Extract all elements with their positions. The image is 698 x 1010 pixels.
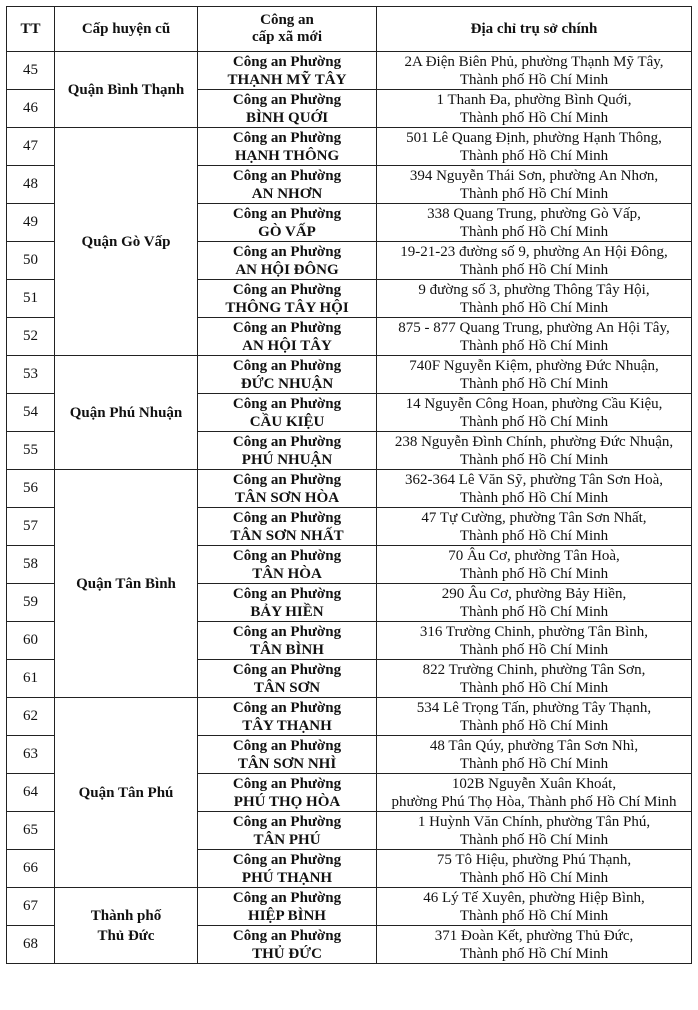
police-unit-ward-name: THỦ ĐỨC <box>252 945 322 962</box>
police-unit-prefix: Công an Phường <box>232 585 342 602</box>
police-unit-cell <box>198 52 377 90</box>
row-number: 58 <box>7 546 55 584</box>
police-unit-ward-name: GÒ VẤP <box>258 223 316 240</box>
police-unit-cell <box>198 128 377 166</box>
police-unit-ward-name: BÌNH QUỚI <box>245 109 329 126</box>
table-row <box>7 128 692 166</box>
address-line-2: Thành phố Hồ Chí Minh <box>459 451 609 468</box>
police-unit-cell <box>198 166 377 204</box>
district-cell: Quận Bình Thạnh <box>55 52 198 128</box>
police-unit-prefix: Công an Phường <box>232 889 342 906</box>
police-unit-ward-name: HẠNH THÔNG <box>234 147 340 164</box>
police-unit-prefix: Công an Phường <box>232 243 342 260</box>
police-unit-prefix: Công an Phường <box>232 851 342 868</box>
address-line-2: Thành phố Hồ Chí Minh <box>459 755 609 772</box>
police-unit-cell <box>198 660 377 698</box>
address-cell <box>377 774 692 812</box>
district-cell: Quận Tân Bình <box>55 470 198 698</box>
police-unit-ward-name: BẢY HIỀN <box>250 603 324 620</box>
header-police <box>198 7 377 52</box>
police-unit-prefix: Công an Phường <box>232 813 342 830</box>
table-row <box>7 888 692 926</box>
police-unit-ward-name: PHÚ THẠNH <box>241 869 333 886</box>
police-unit-ward-name: TÂN BÌNH <box>250 641 324 658</box>
address-line-1: 75 Tô Hiệu, phường Phú Thạnh, <box>436 851 632 868</box>
police-unit-prefix: Công an Phường <box>232 91 342 108</box>
row-number: 63 <box>7 736 55 774</box>
police-unit-ward-name: PHÚ THỌ HÒA <box>233 793 341 810</box>
address-line-2: Thành phố Hồ Chí Minh <box>459 565 609 582</box>
address-line-1: 1 Huỳnh Văn Chính, phường Tân Phú, <box>417 813 651 830</box>
police-unit-prefix: Công an Phường <box>232 547 342 564</box>
police-unit-prefix: Công an Phường <box>232 53 342 70</box>
police-unit-ward-name: TÂN SƠN <box>253 679 321 696</box>
row-number: 45 <box>7 52 55 90</box>
table-header-row <box>7 7 692 52</box>
address-cell <box>377 660 692 698</box>
police-unit-cell <box>198 508 377 546</box>
police-unit-prefix: Công an Phường <box>232 699 342 716</box>
police-address-table <box>6 6 692 964</box>
address-line-2: Thành phố Hồ Chí Minh <box>459 71 609 88</box>
police-unit-cell <box>198 546 377 584</box>
address-line-2: Thành phố Hồ Chí Minh <box>459 375 609 392</box>
row-number: 65 <box>7 812 55 850</box>
address-line-1: 316 Trường Chinh, phường Tân Bình, <box>419 623 649 640</box>
address-cell <box>377 470 692 508</box>
address-cell <box>377 546 692 584</box>
address-line-1: 501 Lê Quang Định, phường Hạnh Thông, <box>406 129 662 146</box>
address-cell <box>377 926 692 964</box>
row-number: 51 <box>7 280 55 318</box>
row-number: 52 <box>7 318 55 356</box>
table-row <box>7 356 692 394</box>
row-number: 66 <box>7 850 55 888</box>
police-unit-cell <box>198 888 377 926</box>
police-unit-ward-name: TÂN PHÚ <box>253 831 321 848</box>
address-line-2: Thành phố Hồ Chí Minh <box>459 831 609 848</box>
address-line-2: Thành phố Hồ Chí Minh <box>459 109 609 126</box>
row-number: 53 <box>7 356 55 394</box>
address-cell <box>377 242 692 280</box>
address-line-2: Thành phố Hồ Chí Minh <box>459 527 609 544</box>
address-cell <box>377 698 692 736</box>
police-unit-cell <box>198 584 377 622</box>
address-line-1: 9 đường số 3, phường Thông Tây Hội, <box>418 281 650 298</box>
row-number: 64 <box>7 774 55 812</box>
table-body <box>7 52 692 964</box>
police-unit-cell <box>198 356 377 394</box>
address-line-1: 2A Điện Biên Phủ, phường Thạnh Mỹ Tây, <box>404 53 664 70</box>
police-unit-cell <box>198 850 377 888</box>
table-row <box>7 698 692 736</box>
row-number: 47 <box>7 128 55 166</box>
police-unit-cell <box>198 736 377 774</box>
police-unit-prefix: Công an Phường <box>232 281 342 298</box>
police-unit-cell <box>198 432 377 470</box>
header-address: Địa chỉ trụ sở chính <box>377 7 692 52</box>
address-cell <box>377 394 692 432</box>
police-unit-cell <box>198 812 377 850</box>
address-line-1: 46 Lý Tế Xuyên, phường Hiệp Bình, <box>423 889 645 906</box>
police-unit-ward-name: TÂN SƠN HÒA <box>234 489 340 506</box>
address-line-2: Thành phố Hồ Chí Minh <box>459 337 609 354</box>
police-unit-prefix: Công an Phường <box>232 167 342 184</box>
row-number: 46 <box>7 90 55 128</box>
address-cell <box>377 166 692 204</box>
address-cell <box>377 356 692 394</box>
address-cell <box>377 508 692 546</box>
police-unit-ward-name: TÂN SƠN NHÌ <box>237 755 337 772</box>
address-cell <box>377 622 692 660</box>
police-unit-ward-name: ĐỨC NHUẬN <box>240 375 334 392</box>
header-district: Cấp huyện cũ <box>55 7 198 52</box>
address-line-2: Thành phố Hồ Chí Minh <box>459 299 609 316</box>
header-tt: TT <box>7 7 55 52</box>
police-unit-cell <box>198 280 377 318</box>
police-unit-ward-name: TÂN HÒA <box>252 565 322 582</box>
police-unit-cell <box>198 318 377 356</box>
address-cell <box>377 584 692 622</box>
row-number: 55 <box>7 432 55 470</box>
row-number: 49 <box>7 204 55 242</box>
district-cell: Quận Gò Vấp <box>55 128 198 356</box>
address-cell <box>377 318 692 356</box>
address-line-1: 1 Thanh Đa, phường Bình Quới, <box>436 91 632 108</box>
police-unit-prefix: Công an Phường <box>232 433 342 450</box>
address-line-2: Thành phố Hồ Chí Minh <box>459 869 609 886</box>
address-line-1: 822 Trường Chinh, phường Tân Sơn, <box>422 661 646 678</box>
address-line-1: 19-21-23 đường số 9, phường An Hội Đông, <box>400 243 668 260</box>
district-cell: Quận Tân Phú <box>55 698 198 888</box>
police-unit-ward-name: AN HỘI ĐÔNG <box>235 261 339 278</box>
table-row <box>7 470 692 508</box>
police-unit-ward-name: CẦU KIỆU <box>249 413 325 430</box>
police-unit-prefix: Công an Phường <box>232 623 342 640</box>
row-number: 60 <box>7 622 55 660</box>
address-cell <box>377 736 692 774</box>
police-unit-ward-name: PHÚ NHUẬN <box>241 451 333 468</box>
address-line-1: 70 Âu Cơ, phường Tân Hoà, <box>448 547 620 564</box>
police-unit-prefix: Công an Phường <box>232 927 342 944</box>
address-line-2: Thành phố Hồ Chí Minh <box>459 717 609 734</box>
district-cell: Thành phố Thủ Đức <box>55 888 198 964</box>
address-line-2: Thành phố Hồ Chí Minh <box>459 489 609 506</box>
address-line-2: Thành phố Hồ Chí Minh <box>459 413 609 430</box>
address-line-1: 238 Nguyễn Đình Chính, phường Đức Nhuận, <box>394 433 674 450</box>
police-unit-prefix: Công an Phường <box>232 775 342 792</box>
address-line-1: 14 Nguyễn Công Hoan, phường Cầu Kiệu, <box>405 395 663 412</box>
address-cell <box>377 850 692 888</box>
police-unit-cell <box>198 470 377 508</box>
address-cell <box>377 128 692 166</box>
address-line-1: 394 Nguyễn Thái Sơn, phường An Nhơn, <box>409 167 659 184</box>
police-unit-prefix: Công an Phường <box>232 509 342 526</box>
address-line-1: 362-364 Lê Văn Sỹ, phường Tân Sơn Hoà, <box>404 471 663 488</box>
police-address-table-wrapper <box>6 6 692 964</box>
police-unit-ward-name: AN HỘI TÂY <box>242 337 332 354</box>
table-row <box>7 52 692 90</box>
police-unit-ward-name: HIỆP BÌNH <box>248 907 326 924</box>
police-unit-ward-name: AN NHƠN <box>251 185 323 202</box>
police-unit-ward-name: TÂY THẠNH <box>242 717 332 734</box>
row-number: 57 <box>7 508 55 546</box>
police-unit-cell <box>198 698 377 736</box>
address-line-1: 48 Tân Qúy, phường Tân Sơn Nhì, <box>429 737 639 754</box>
row-number: 61 <box>7 660 55 698</box>
address-line-2: Thành phố Hồ Chí Minh <box>459 945 609 962</box>
police-unit-ward-name: THÔNG TÂY HỘI <box>225 299 349 316</box>
address-cell <box>377 52 692 90</box>
police-unit-prefix: Công an Phường <box>232 661 342 678</box>
address-cell <box>377 280 692 318</box>
police-unit-ward-name: TÂN SƠN NHẤT <box>230 527 344 544</box>
police-unit-cell <box>198 622 377 660</box>
police-unit-prefix: Công an Phường <box>232 737 342 754</box>
address-line-2: Thành phố Hồ Chí Minh <box>459 261 609 278</box>
police-unit-prefix: Công an Phường <box>232 395 342 412</box>
police-unit-prefix: Công an Phường <box>232 205 342 222</box>
header-police-line1: Công an <box>260 12 314 28</box>
police-unit-prefix: Công an Phường <box>232 471 342 488</box>
row-number: 59 <box>7 584 55 622</box>
row-number: 56 <box>7 470 55 508</box>
police-unit-prefix: Công an Phường <box>232 357 342 374</box>
police-unit-prefix: Công an Phường <box>232 129 342 146</box>
header-police-line2: cấp xã mới <box>252 29 322 45</box>
address-line-2: Thành phố Hồ Chí Minh <box>459 147 609 164</box>
row-number: 62 <box>7 698 55 736</box>
address-line-2: Thành phố Hồ Chí Minh <box>459 641 609 658</box>
police-unit-ward-name: THẠNH MỸ TÂY <box>227 71 347 88</box>
address-line-2: Thành phố Hồ Chí Minh <box>459 603 609 620</box>
row-number: 54 <box>7 394 55 432</box>
police-unit-cell <box>198 90 377 128</box>
address-cell <box>377 812 692 850</box>
district-cell: Quận Phú Nhuận <box>55 356 198 470</box>
police-unit-cell <box>198 926 377 964</box>
police-unit-cell <box>198 394 377 432</box>
address-line-1: 875 - 877 Quang Trung, phường An Hội Tây, <box>398 319 670 336</box>
address-line-2: Thành phố Hồ Chí Minh <box>459 907 609 924</box>
address-cell <box>377 90 692 128</box>
address-line-1: 534 Lê Trọng Tấn, phường Tây Thạnh, <box>416 699 652 716</box>
address-line-1: 102B Nguyễn Xuân Khoát, <box>451 775 617 792</box>
address-line-1: 47 Tự Cường, phường Tân Sơn Nhất, <box>421 509 647 526</box>
row-number: 67 <box>7 888 55 926</box>
address-line-2: Thành phố Hồ Chí Minh <box>459 223 609 240</box>
address-cell <box>377 204 692 242</box>
address-cell <box>377 432 692 470</box>
address-line-1: 290 Âu Cơ, phường Bảy Hiền, <box>441 585 627 602</box>
address-line-2: phường Phú Thọ Hòa, Thành phố Hồ Chí Minh <box>391 793 677 810</box>
address-line-2: Thành phố Hồ Chí Minh <box>459 185 609 202</box>
police-unit-cell <box>198 204 377 242</box>
police-unit-cell <box>198 242 377 280</box>
row-number: 50 <box>7 242 55 280</box>
address-line-1: 740F Nguyễn Kiệm, phường Đức Nhuận, <box>409 357 659 374</box>
address-line-2: Thành phố Hồ Chí Minh <box>459 679 609 696</box>
address-line-1: 338 Quang Trung, phường Gò Vấp, <box>427 205 641 222</box>
address-cell <box>377 888 692 926</box>
police-unit-prefix: Công an Phường <box>232 319 342 336</box>
row-number: 68 <box>7 926 55 964</box>
police-unit-cell <box>198 774 377 812</box>
row-number: 48 <box>7 166 55 204</box>
address-line-1: 371 Đoàn Kết, phường Thủ Đức, <box>434 927 634 944</box>
